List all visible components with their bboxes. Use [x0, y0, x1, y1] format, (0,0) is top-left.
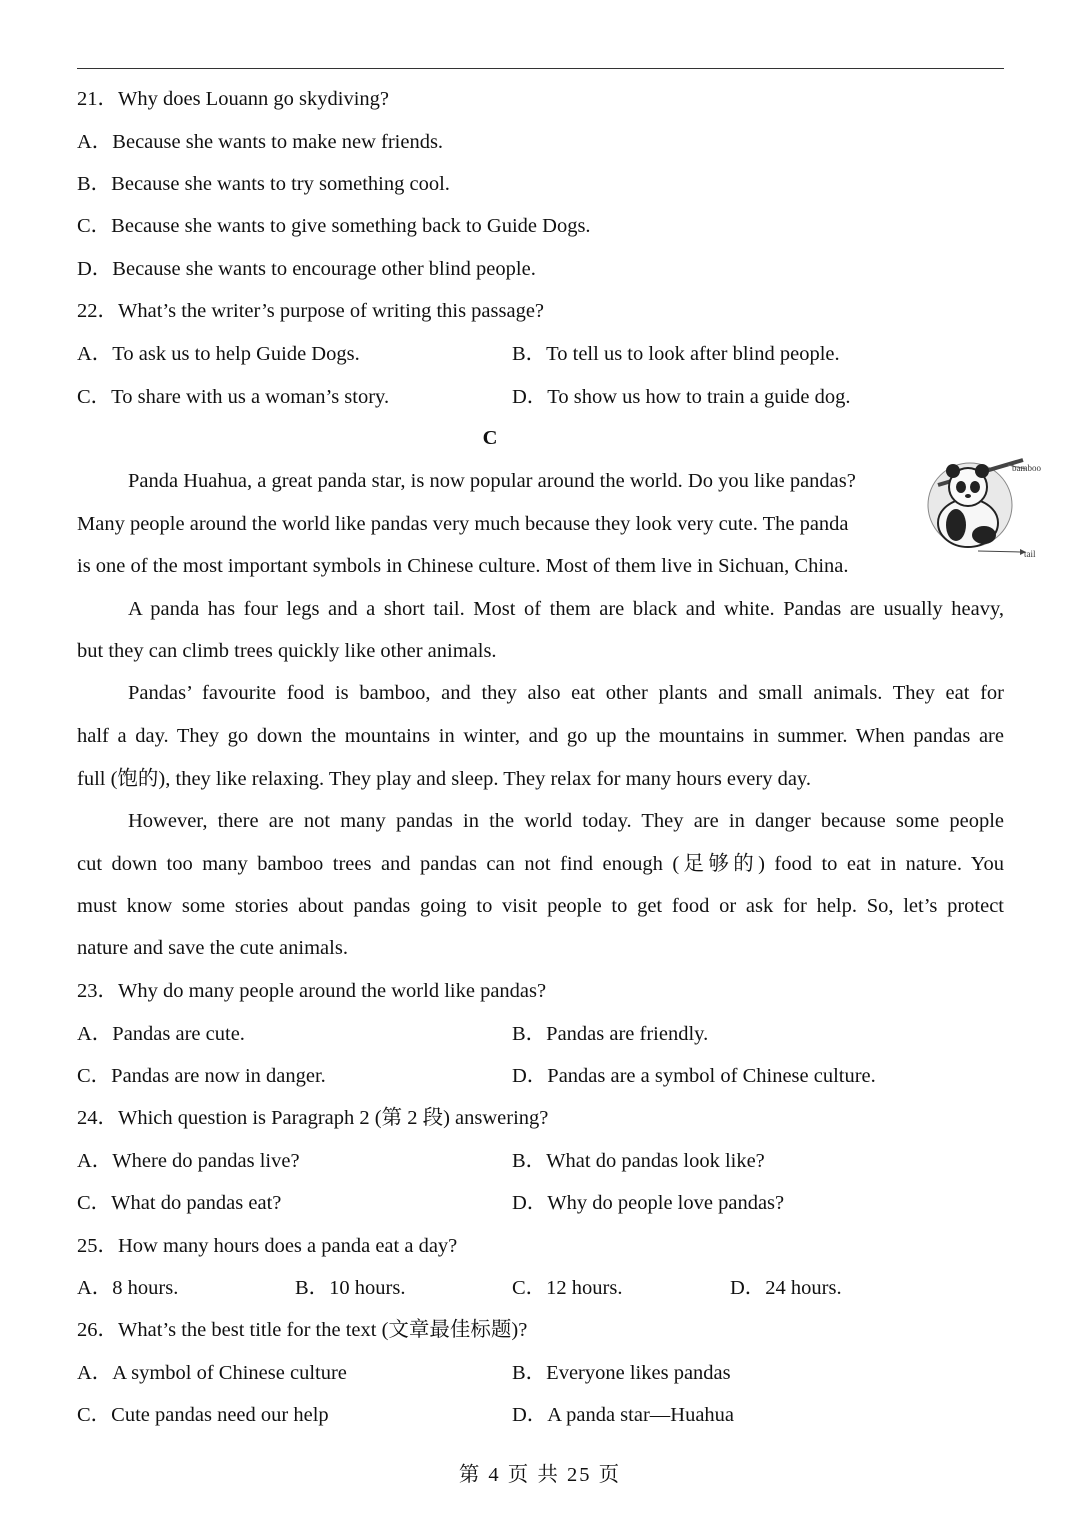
panda-eye-right — [970, 481, 980, 493]
panda-ear-right — [975, 464, 989, 478]
page-number-footer: 第 4 页 共 25 页 — [458, 1464, 622, 1486]
q24-option-a: A．Where do pandas live? — [77, 1150, 300, 1172]
q23-option-d: D．Pandas are a symbol of Chinese culture. — [512, 1065, 876, 1087]
q25-option-d: D．24 hours. — [730, 1277, 842, 1299]
section-c-heading: C — [482, 427, 498, 449]
panda-eye-left — [956, 481, 966, 493]
q22-option-d: D．To show us how to train a guide dog. — [512, 386, 851, 408]
q23-option-c: C．Pandas are now in danger. — [77, 1065, 326, 1087]
question-25: 25．How many hours does a panda eat a day? — [77, 1235, 458, 1257]
question-21: 21．Why does Louann go skydiving? — [77, 88, 390, 110]
panda-nose — [965, 494, 971, 498]
passage-line-12: nature and save the cute animals. — [77, 937, 348, 959]
q26-option-d: D．A panda star—Huahua — [512, 1404, 735, 1426]
q22-option-c: C．To share with us a woman’s story. — [77, 386, 390, 408]
q26-option-a: A．A symbol of Chinese culture — [77, 1362, 347, 1384]
panda-ear-left — [946, 464, 960, 478]
question-26: 26．What’s the best title for the text (文章最佳标题)? — [77, 1319, 528, 1341]
q24-option-c: C．What do pandas eat? — [77, 1192, 282, 1214]
q21-option-a: A．Because she wants to make new friends. — [77, 131, 444, 153]
q26-option-c: C．Cute pandas need our help — [77, 1404, 329, 1426]
passage-line-10: cut down too many bamboo trees and pandas can not find enough (足够的) food to eat in nature. You — [77, 853, 1004, 875]
passage-line-5: but they can climb trees quickly like other animals. — [77, 640, 497, 662]
header-rule — [77, 68, 1004, 69]
passage-line-9: However, there are not many pandas in the world today. They are in danger because some people — [128, 810, 1004, 832]
q23-option-b: B．Pandas are friendly. — [512, 1023, 709, 1045]
bamboo-label: bamboo — [1012, 463, 1041, 473]
question-24: 24．Which question is Paragraph 2 (第 2 段) answering? — [77, 1107, 549, 1129]
q23-option-a: A．Pandas are cute. — [77, 1023, 245, 1045]
q24-option-d: D．Why do people love pandas? — [512, 1192, 785, 1214]
passage-line-7: half a day. They go down the mountains in winter, and go up the mountains in summer. When pandas are — [77, 725, 1004, 747]
q22-option-a: A．To ask us to help Guide Dogs. — [77, 343, 360, 365]
q24-option-b: B．What do pandas look like? — [512, 1150, 765, 1172]
q26-option-b: B．Everyone likes pandas — [512, 1362, 731, 1384]
passage-line-11: must know some stories about pandas going to visit people to get food or ask for help. So, let’s protect — [77, 895, 1004, 917]
question-23: 23．Why do many people around the world like pandas? — [77, 980, 547, 1002]
tail-pointer — [978, 551, 1020, 552]
question-22: 22．What’s the writer’s purpose of writing this passage? — [77, 300, 545, 322]
panda-arm — [946, 509, 966, 541]
passage-line-2: Many people around the world like pandas very much because they look very cute. The panda — [77, 513, 849, 535]
passage-line-8: full (饱的), they like relaxing. They play and sleep. They relax for many hours every day. — [77, 768, 811, 790]
q21-option-c: C．Because she wants to give something back to Guide Dogs. — [77, 215, 591, 237]
q22-option-b: B．To tell us to look after blind people. — [512, 343, 840, 365]
passage-line-6: Pandas’ favourite food is bamboo, and they also eat other plants and small animals. They eat for — [128, 682, 1004, 704]
passage-line-4: A panda has four legs and a short tail. Most of them are black and white. Pandas are usually heavy, — [128, 598, 1004, 620]
passage-line-3: is one of the most important symbols in Chinese culture. Most of them live in Sichuan, China. — [77, 555, 849, 577]
tail-label: tail — [1024, 549, 1036, 559]
q25-option-a: A．8 hours. — [77, 1277, 179, 1299]
q21-option-b: B．Because she wants to try something cool. — [77, 173, 450, 195]
panda-illustration — [918, 455, 1048, 560]
q25-option-b: B．10 hours. — [295, 1277, 406, 1299]
passage-line-1: Panda Huahua, a great panda star, is now popular around the world. Do you like pandas? — [128, 470, 856, 492]
q21-option-d: D．Because she wants to encourage other blind people. — [77, 258, 536, 280]
q25-option-c: C．12 hours. — [512, 1277, 623, 1299]
panda-leg — [972, 526, 996, 544]
